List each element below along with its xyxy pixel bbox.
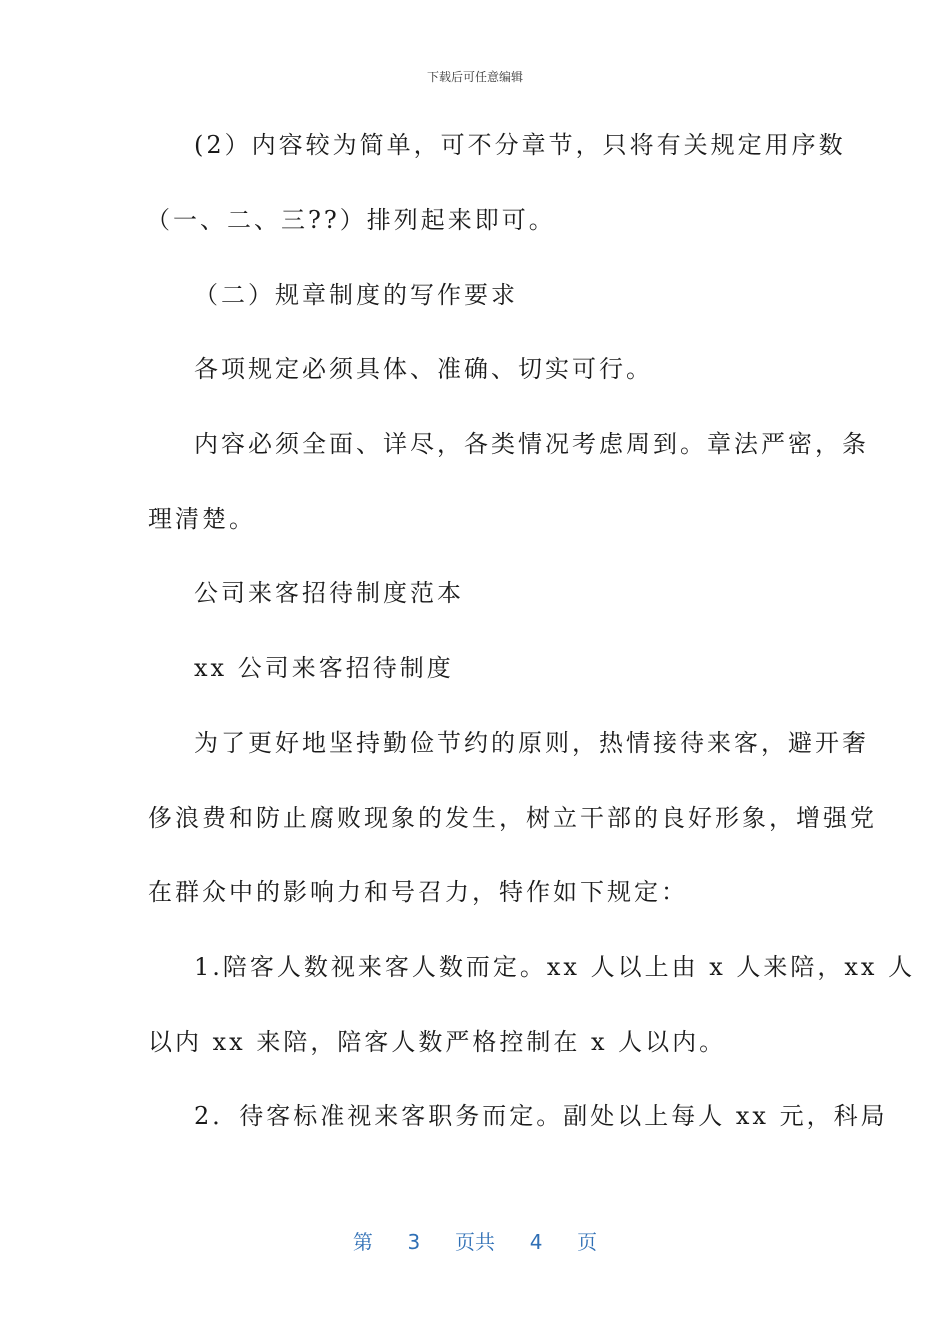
paragraph-line: 内容必须全面、详尽，各类情况考虑周到。章法严密，条 [194,430,869,458]
footer-prefix: 第 [352,1230,373,1254]
rule-item: 2．待客标准视来客职务而定。副处以上每人 xx 元，科局 [194,1102,888,1130]
rule-item: 1.陪客人数视来客人数而定。xx 人以上由 x 人来陪，xx 人 [194,953,916,981]
document-subtitle: 公司来客招待制度范本 [194,579,464,607]
page-header-note: 下载后可任意编辑 [426,70,523,84]
paragraph-line: 理清楚。 [148,505,256,533]
document-title: xx 公司来客招待制度 [194,654,454,682]
footer-suffix: 页 [577,1230,598,1254]
footer-middle: 页共 [455,1230,495,1254]
paragraph-line: 各项规定必须具体、准确、切实可行。 [194,355,653,383]
paragraph-line: 以内 xx 来陪，陪客人数严格控制在 x 人以内。 [148,1028,727,1056]
page-footer [0,1226,950,1255]
paragraph-line: （一、二、三??）排列起来即可。 [146,206,556,234]
paragraph-line: 在群众中的影响力和号召力，特作如下规定： [148,878,688,906]
footer-page-number: 3 [407,1230,421,1254]
section-heading: （二）规章制度的写作要求 [194,281,518,309]
paragraph-line: 为了更好地坚持勤俭节约的原则，热情接待来客，避开奢 [194,729,869,757]
footer-total-pages: 4 [529,1230,543,1254]
paragraph-line: 侈浪费和防止腐败现象的发生，树立干部的良好形象，增强党 [148,804,877,832]
paragraph-line: (2）内容较为简单，可不分章节，只将有关规定用序数 [194,131,846,159]
